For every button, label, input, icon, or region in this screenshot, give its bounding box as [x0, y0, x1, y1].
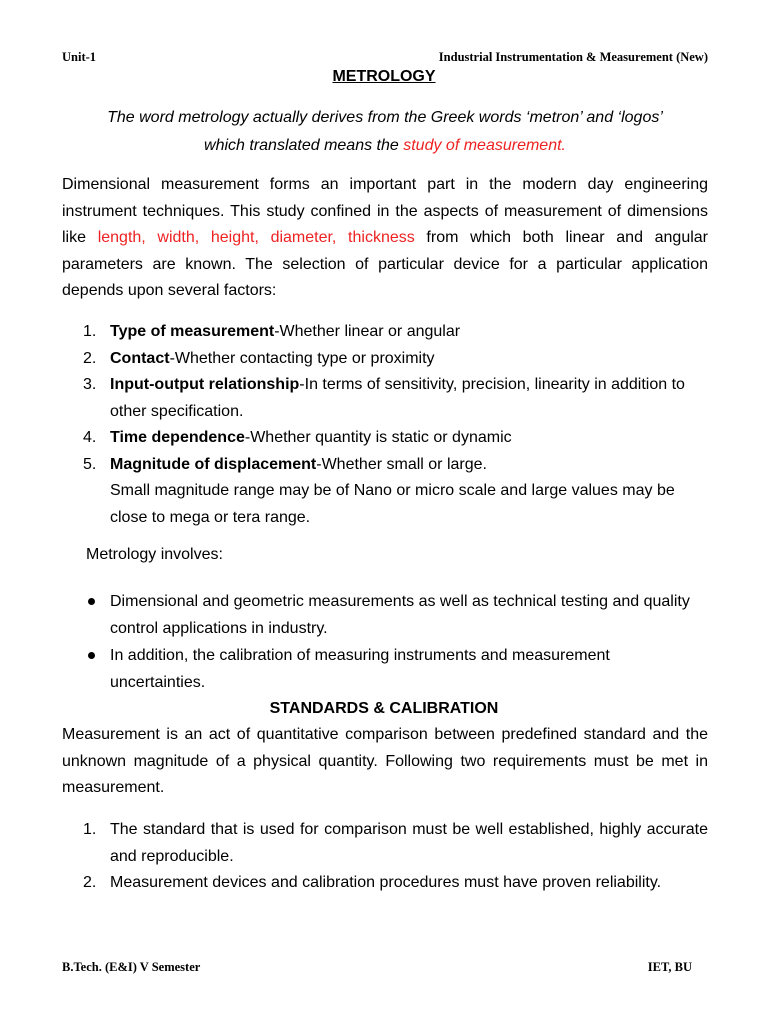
header-course: Industrial Instrumentation & Measurement (New) — [438, 50, 708, 64]
paragraph1-highlight: length, width, height, diameter, thickness — [97, 229, 415, 246]
list-item — [62, 425, 708, 452]
intro-line-2-text: which translated means the — [204, 137, 404, 154]
requirement-text: The standard that is used for comparison must be well established, highly accurate and reproducible. — [110, 821, 708, 865]
factor-desc: -Whether linear or angular — [274, 323, 461, 340]
factor-desc: -Whether contacting type or proximity — [169, 349, 435, 367]
paragraph-dimensional — [62, 172, 708, 305]
list-number: 2. — [83, 349, 97, 367]
list-number: 2. — [83, 874, 97, 891]
paragraph1-before: Dimensional measurement forms an important part in the modern day engineering instrument techniques. This study confined in the aspects of measurement of dimensions like — [62, 176, 708, 246]
factor-term: Contact — [110, 349, 170, 367]
factor-term: Time dependence — [110, 429, 245, 446]
section-heading: STANDARDS & CALIBRATION — [269, 700, 499, 717]
list-item — [62, 372, 708, 425]
bullet-icon — [88, 652, 95, 659]
list-item — [62, 817, 708, 870]
list-number: 4. — [83, 429, 97, 446]
factor-5-extra: Small magnitude range may be of Nano or micro scale and large values may be close to mega or tera range. — [110, 482, 675, 526]
intro-line-1: The word metrology actually derives from the Greek words ‘metron’ and ‘logos’ — [107, 109, 663, 126]
list-item — [62, 588, 708, 642]
list-number: 1. — [83, 323, 97, 340]
involves-label: Metrology involves: — [86, 546, 223, 563]
list-number: 1. — [83, 821, 97, 838]
intro-highlight: study of measurement. — [403, 137, 566, 154]
paragraph1-after: from which both linear and angular parameters are known. The selection of particular device for a particular application depends upon several factors: — [62, 229, 709, 299]
list-item — [62, 346, 708, 373]
list-item — [62, 319, 708, 346]
header-unit: Unit-1 — [62, 50, 97, 64]
paragraph-measurement: Measurement is an act of quantitative comparison between predefined standard and the unknown magnitude of a physical quantity. Following two requirements must be met in measurement. — [62, 726, 708, 796]
bullet-text: Dimensional and geometric measurements as well as technical testing and quality control applications in industry. — [110, 593, 690, 637]
factors-list — [62, 319, 708, 531]
intro-quote — [62, 104, 708, 160]
list-item — [62, 642, 708, 696]
factor-term: Input-output relationship — [110, 376, 300, 393]
list-number: 3. — [83, 376, 97, 393]
factor-desc: -In terms of sensitivity, precision, linearity in addition to other specification. — [110, 376, 685, 420]
factor-term: Type of measurement — [110, 323, 275, 340]
list-number: 5. — [83, 455, 97, 473]
list-item — [62, 870, 708, 897]
factor-term: Magnitude of displacement — [110, 455, 317, 473]
factor-desc: -Whether quantity is static or dynamic — [244, 429, 512, 446]
requirement-text: Measurement devices and calibration procedures must have proven reliability. — [110, 874, 662, 891]
footer-program: B.Tech. (E&I) V Semester — [62, 960, 201, 974]
bullet-icon — [88, 598, 95, 605]
involves-list — [62, 588, 708, 696]
intro-line-2 — [62, 132, 708, 160]
requirements-list — [62, 817, 708, 897]
page-title: METROLOGY — [332, 68, 436, 85]
bullet-text: In addition, the calibration of measuring instruments and measurement uncertainties. — [110, 647, 610, 691]
factor-desc: -Whether small or large. — [316, 455, 487, 473]
list-item — [62, 452, 708, 479]
footer-institute: IET, BU — [647, 960, 692, 974]
